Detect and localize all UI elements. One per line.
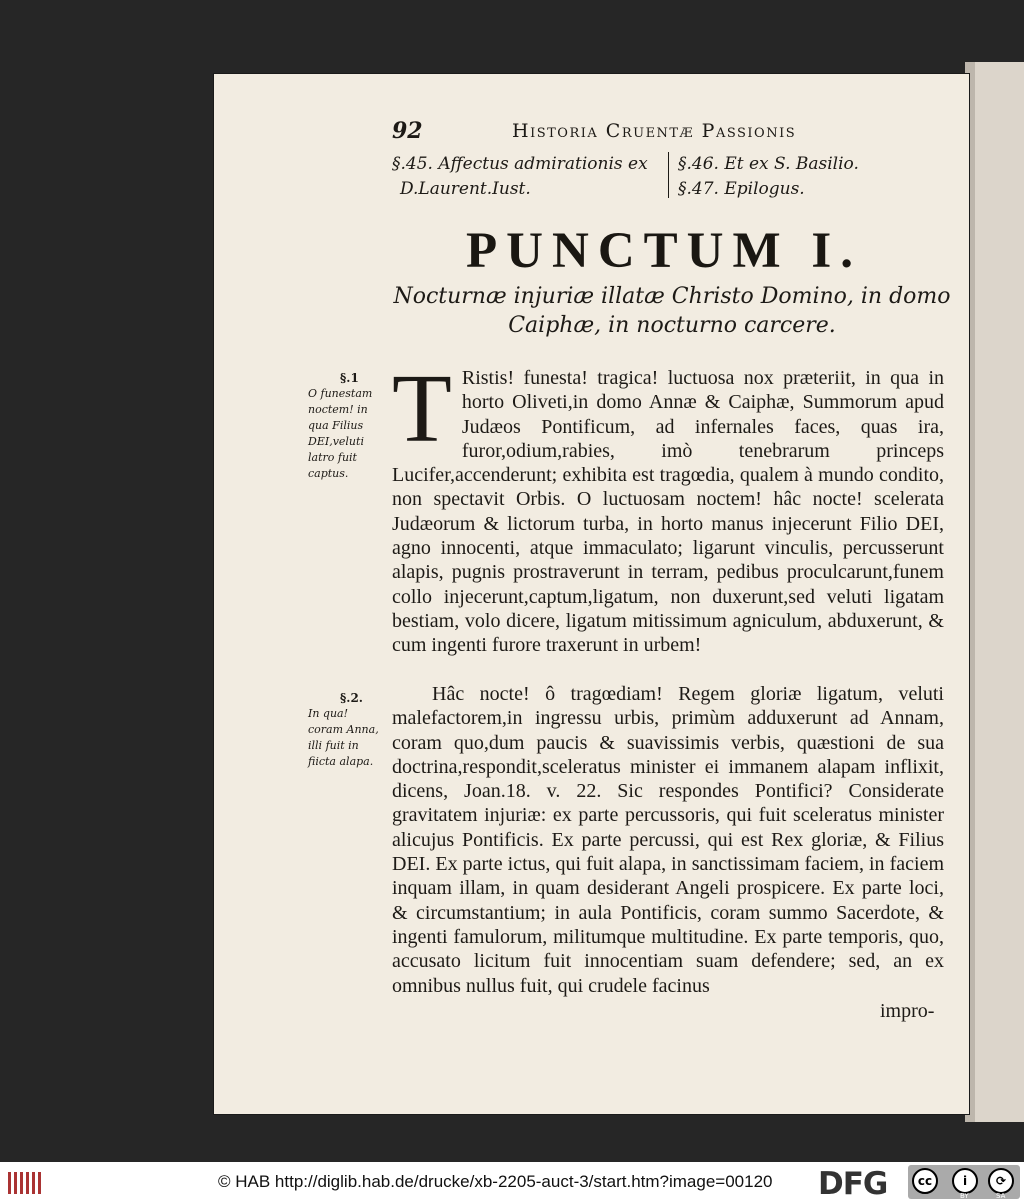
toc-right (678, 152, 928, 202)
running-title: Historia Cruentæ Passionis (512, 120, 797, 142)
margin-note (308, 690, 380, 770)
margin-note-number: §.1 (340, 371, 359, 385)
toc-entry: §.46. Et ex S. Basilio. (678, 154, 859, 174)
copyright-link[interactable]: © HAB http://diglib.hab.de/drucke/xb-2205-auct-3/start.htm?image=00120 (218, 1172, 773, 1191)
page-number: 92 (392, 118, 423, 144)
hab-logo-icon (6, 1166, 46, 1198)
by-label: BY (960, 1192, 969, 1200)
margin-note-number: §.2. (340, 691, 363, 705)
toc-entry: §.47. Epilogus. (678, 179, 805, 199)
dfg-logo: DFG (818, 1166, 888, 1202)
footer-bar (0, 1162, 1024, 1202)
toc-entry: §.45. Affectus admirationis ex (392, 154, 648, 174)
by-icon: i (952, 1168, 978, 1194)
catchword: impro- (880, 1000, 935, 1022)
section-title: PUNCTUM I. (466, 223, 862, 279)
section-subtitle: Nocturnæ injuriæ illatæ Christo Domino, in domo Caiphæ, in nocturno carcere. (393, 284, 951, 338)
running-head (392, 118, 832, 144)
margin-note-text: O funestam noctem! in qua Filius DEI,veluti latro fuit captus. (308, 387, 373, 480)
adjacent-page-edge (975, 62, 1024, 1122)
margin-note (308, 370, 380, 482)
paragraph-1 (392, 355, 944, 658)
cc-icon: cc (912, 1168, 938, 1194)
paragraph-2 (392, 682, 944, 998)
toc-entry: D.Laurent.Iust. (400, 179, 531, 199)
sa-label: SA (996, 1192, 1006, 1200)
toc-left (392, 152, 672, 202)
paragraph-text: Hâc nocte! ô tragœdiam! Regem gloriæ ligatum, veluti malefactorem,in ingressu urbis, primùm adduxerunt ad Annam, coram quo,dum paucis & suavissimis verbis, quæstioni de sua doctrina,respondit,sceleratus minister ei immanem alapam inflixit, dicens, Joan.18. v. 22. Sic respondes Pontifici? Considerate gravitatem injuriæ: ex parte percussoris, qui fuit sceleratus minister alicujus Pontificis. Ex parte percussi, qui est Rex gloriæ, & Filius DEI. Ex parte ictus, qui fuit alapa, in sanctissimam faciem, in faciem inquam illam, in quam desiderant Angeli prospicere. Ex parte loci, & circumstantium; in aula Pontificis, coram summo Sacerdote, & ingenti famulorum, militumque multitudine. Ex parte temporis, quo, accusato licitum fuit innocentiam suam defendere; sed, an ex omnibus nullus fuit, qui crudele facinus (392, 683, 944, 997)
toc-divider (668, 152, 669, 198)
drop-cap: T (392, 355, 452, 463)
sa-icon: ⟳ (988, 1168, 1014, 1194)
margin-note-text: In qua! coram Anna, illi fuit in fiicta alapa. (308, 707, 379, 768)
paragraph-text: Ristis! funesta! tragica! luctuosa nox præteriit, in qua in horto Oliveti,in domo Annæ & Caiphæ, Summorum apud Judæos Pontificum, ad infernales faces, quas ira, furor,odium,rabies, imò tenebrarum princeps Lucifer,accenderunt; exhibita est tragœdia, qualem à mundo condito, non spectavit Orbis. O luctuosam noctem! hâc nocte! scelerata Judæorum & lictorum turba, in horto manus injecerunt Filio DEI, agno innocenti, atque immaculato; ligarunt vinculis, percusserunt alapis, pugnis prostraverunt in terram, pedibus proculcarunt,funem collo injecerunt,captum,ligatum, non duxerunt,sed veluti ligatam bestiam, volo dicere, ligatum mitissimum agniculum, abduxerunt, & cum ingenti furore traxerunt in urbem! (392, 367, 944, 657)
cc-license-badge[interactable] (908, 1165, 1020, 1199)
